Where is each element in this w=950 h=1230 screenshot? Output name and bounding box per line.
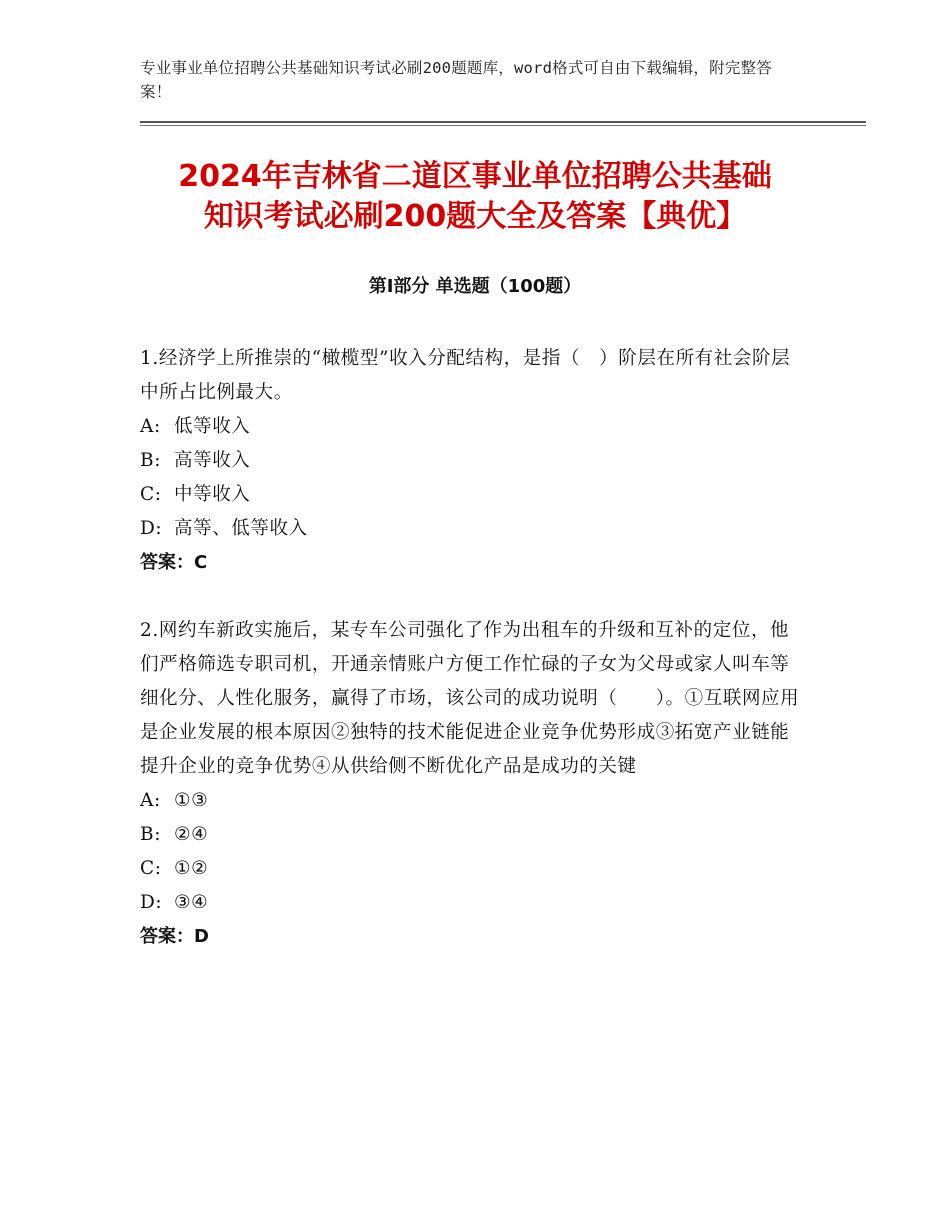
- option-letter: C:: [140, 858, 162, 879]
- section-title: 第Ⅰ部分 单选题（100题）: [368, 276, 582, 297]
- question-option-a: [140, 410, 805, 444]
- option-text: ①③: [174, 790, 209, 811]
- option-letter: A:: [140, 416, 161, 437]
- option-letter: B:: [140, 450, 162, 471]
- option-letter: B:: [140, 824, 162, 845]
- question-option-d: [140, 886, 805, 920]
- option-text: 高等收入: [174, 450, 251, 471]
- document-title-line-1: 2024年吉林省二道区事业单位招聘公共基础: [178, 159, 772, 194]
- question-option-a: [140, 784, 805, 818]
- question-answer: 答案：C: [140, 552, 208, 573]
- question-2: [140, 614, 805, 954]
- question-option-b: [140, 818, 805, 852]
- question-1: [140, 342, 805, 580]
- option-text: ③④: [174, 892, 209, 913]
- document-title-line-2: 知识考试必刷200题大全及答案【典优】: [203, 199, 747, 234]
- option-letter: C:: [140, 484, 162, 505]
- header-note: 专业事业单位招聘公共基础知识考试必刷200题题库，word格式可自由下载编辑，附完整答案！: [140, 59, 772, 101]
- option-letter: A:: [140, 790, 161, 811]
- option-text: ①②: [174, 858, 209, 879]
- question-option-c: [140, 478, 805, 512]
- question-option-b: [140, 444, 805, 478]
- option-letter: D:: [140, 892, 163, 913]
- question-answer: 答案：D: [140, 926, 209, 947]
- option-text: 低等收入: [174, 416, 251, 437]
- question-option-c: [140, 852, 805, 886]
- question-option-d: [140, 512, 805, 546]
- option-letter: D:: [140, 518, 163, 539]
- option-text: 中等收入: [174, 484, 251, 505]
- header-rule-thick: [140, 121, 866, 123]
- header-rule-thin: [140, 125, 866, 126]
- option-text: ②④: [174, 824, 209, 845]
- question-stem: 2.网约车新政实施后，某专车公司强化了作为出租车的升级和互补的定位，他们严格筛选专职司机，开通亲情账户方便工作忙碌的子女为父母或家人叫车等细化分、人性化服务，赢得了市场，该公司的成功说明（ ）。①互联网应用是企业发展的根本原因②独特的技术能促进企业竞争优势形成③拓宽产业链能提升企业的竞争优势④从供给侧不断优化产品是成功的关键: [140, 620, 800, 777]
- document-title: [100, 157, 850, 237]
- option-text: 高等、低等收入: [174, 518, 308, 539]
- question-stem: 1.经济学上所推崇的“橄榄型”收入分配结构，是指（ ）阶层在所有社会阶层中所占比例最大。: [140, 348, 791, 403]
